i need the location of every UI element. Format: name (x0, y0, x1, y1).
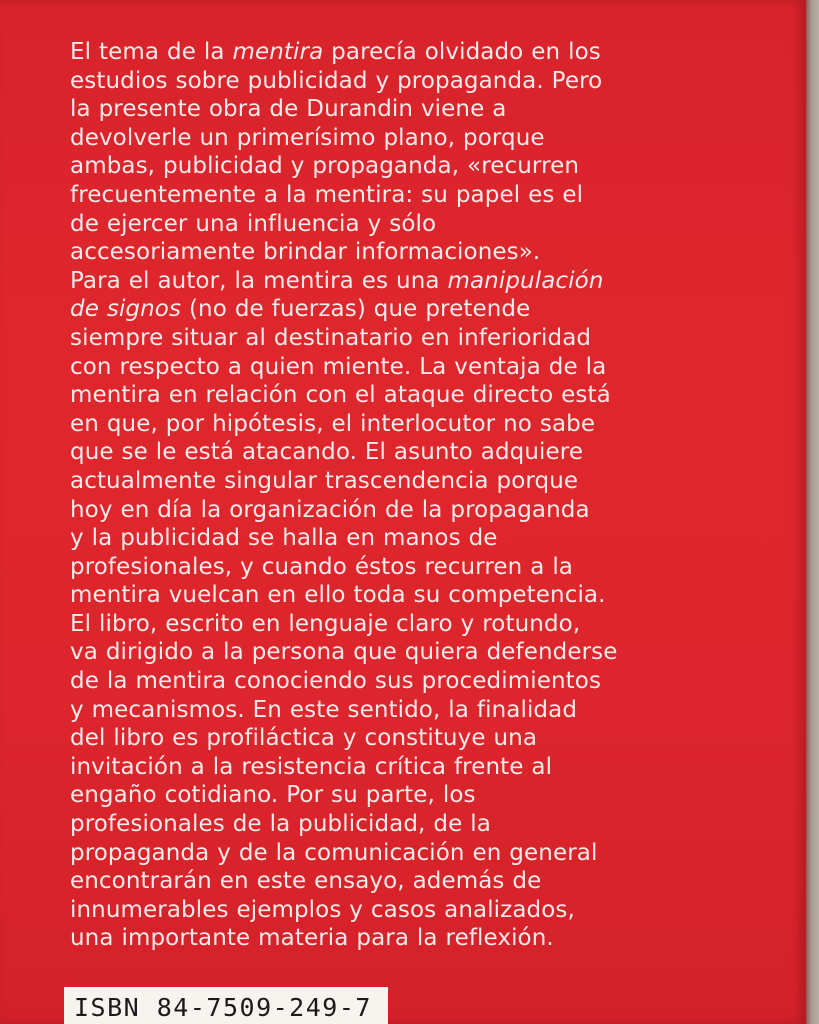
blurb-line: del libro es profiláctica y constituye una (70, 725, 538, 752)
blurb-line: accesoriamente brindar informaciones». (70, 239, 541, 266)
blurb-line: engaño cotidiano. Por su parte, los (70, 782, 476, 809)
isbn-label (64, 987, 388, 1024)
blurb-line: ambas, publicidad y propaganda, «recurren (70, 153, 580, 180)
blurb-line: hoy en día la organización de la propaganda (70, 496, 590, 523)
blurb-line: innumerables ejemplos y casos analizados, (70, 896, 575, 923)
blurb-text-segment: El tema de la (70, 39, 233, 65)
blurb-line (70, 38, 680, 67)
blurb-line: profesionales, y cuando éstos recurren a la (70, 553, 574, 580)
blurb-line: va dirigido a la persona que quiera defenderse (70, 639, 618, 666)
blurb-line: El libro, escrito en lenguaje claro y rotundo, (70, 610, 581, 637)
blurb-italic-term: de signos (70, 296, 182, 323)
blurb-line (70, 295, 680, 324)
blurb-line: mentira vuelcan en ello toda su competencia. (70, 582, 606, 609)
blurb-line: una importante materia para la reflexión. (70, 925, 554, 952)
blurb-line: propaganda y de la comunicación en general (70, 839, 598, 866)
blurb-line: encontrarán en este ensayo, además de (70, 868, 542, 895)
blurb-text (70, 38, 680, 953)
blurb-text-segment: Para el autor, la mentira es una (70, 267, 448, 294)
blurb-line: siempre situar al destinatario en inferioridad (70, 324, 592, 351)
blurb-text-segment: (no de fuerzas) que pretende (181, 296, 531, 323)
blurb-line: devolverle un primerísimo plano, porque (70, 124, 545, 151)
blurb-line: la presente obra de Durandin viene a (70, 96, 507, 123)
blurb-italic-term: manipulación (447, 267, 604, 294)
blurb-line: de ejercer una influencia y sólo (70, 210, 437, 237)
blurb-line: con respecto a quien miente. La ventaja de la (70, 353, 607, 380)
blurb-line: y la publicidad se halla en manos de (70, 525, 498, 552)
blurb-line: que se le está atacando. El asunto adquiere (70, 439, 584, 466)
cover-edge (806, 0, 819, 1024)
blurb-text-segment: parecía olvidado en los (323, 39, 601, 65)
blurb-line: mentira en relación con el ataque directo está (70, 382, 611, 409)
blurb-line (70, 267, 680, 296)
blurb-line: en que, por hipótesis, el interlocutor no sabe (70, 410, 596, 437)
blurb-line: actualmente singular trascendencia porque (70, 467, 579, 494)
blurb-line: frecuentemente a la mentira: su papel es el (70, 181, 584, 208)
isbn-number: ISBN 84-7509-249-7 (74, 993, 372, 1022)
blurb-line: profesionales de la publicidad, de la (70, 811, 491, 838)
blurb-line: estudios sobre publicidad y propaganda. Pero (70, 67, 603, 94)
blurb-line: y mecanismos. En este sentido, la finalidad (70, 696, 578, 723)
blurb-line: invitación a la resistencia crítica frente al (70, 753, 553, 780)
blurb-italic-term: mentira (232, 39, 324, 65)
blurb-line: de la mentira conociendo sus procedimientos (70, 668, 602, 695)
